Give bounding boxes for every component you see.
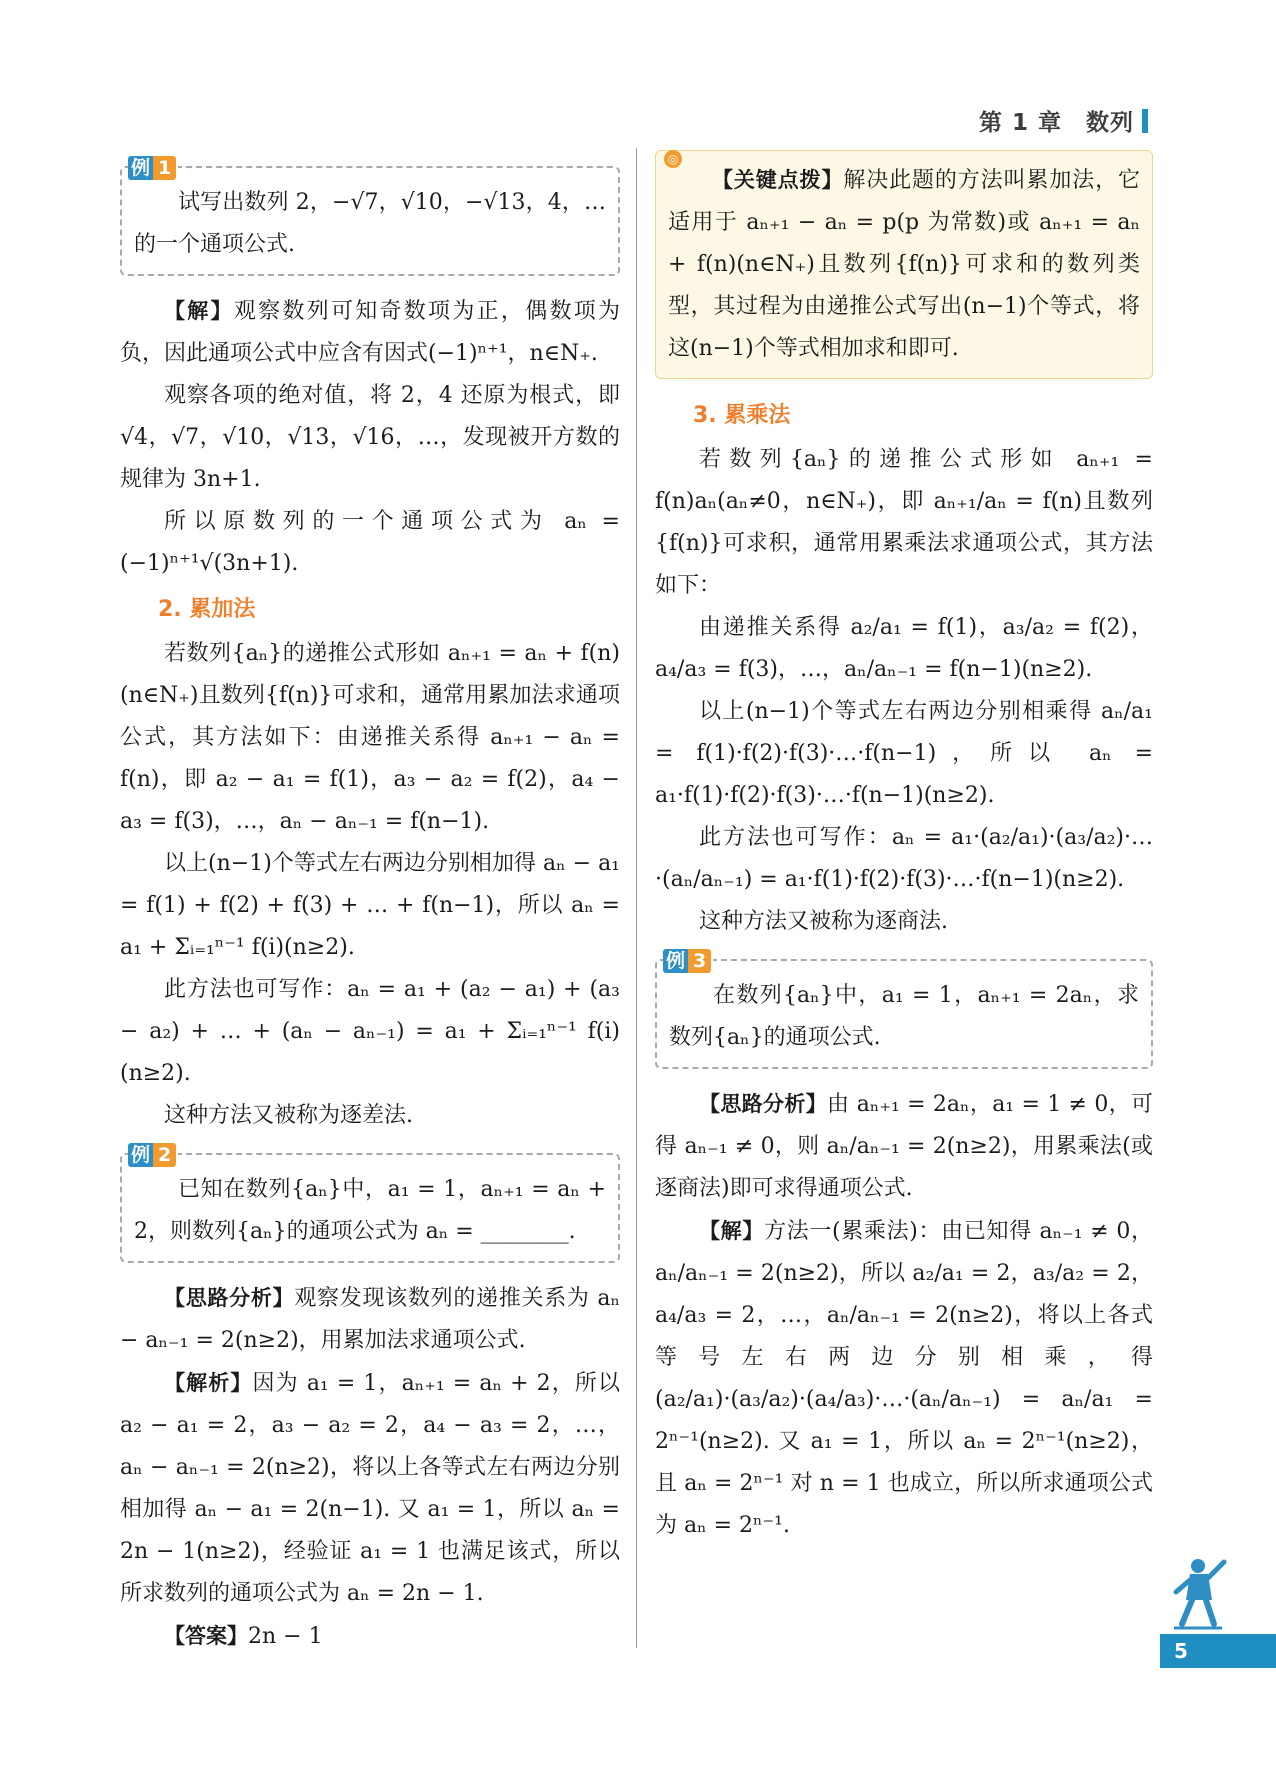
analysis-label: 【思路分析】 (164, 1286, 295, 1310)
section-3-p2: 由递推关系得 a₂/a₁ = f(1)，a₃/a₂ = f(2)，a₄/a₃ = f(3)，…，aₙ/aₙ₋₁ = f(n−1)(n≥2). (655, 615, 1153, 682)
analysis-3-text: 由 aₙ₊₁ = 2aₙ，a₁ = 1 ≠ 0，可得 aₙ₋₁ ≠ 0，则 aₙ/aₙ₋₁ = 2(n≥2)，用累乘法(或逐商法)即可求得通项公式. (655, 1092, 1153, 1201)
key-tip-text (668, 159, 1140, 370)
solution-1-p1 (120, 290, 620, 375)
column-divider (636, 148, 637, 1648)
example-2-badge (128, 1143, 178, 1167)
answer-2 (120, 1615, 620, 1658)
explanation-label: 【解析】 (164, 1371, 253, 1395)
solution-1-p3: 所以原数列的一个通项公式为 aₙ = (−1)ⁿ⁺¹√(3n+1). (120, 509, 620, 576)
page-number: 5 (1160, 1634, 1276, 1668)
explanation-2 (120, 1362, 620, 1615)
solution-label: 【解】 (699, 1219, 765, 1243)
example-2-box (120, 1144, 620, 1263)
section-2-p2: 以上(n−1)个等式左右两边分别相加得 aₙ − a₁ = f(1) + f(2) + f(3) + … + f(n−1)，所以 aₙ = a₁ + Σᵢ₌₁ⁿ⁻¹ f(i)(n≥2). (120, 851, 620, 960)
explanation-2-text: 因为 a₁ = 1，aₙ₊₁ = aₙ + 2，所以 a₂ − a₁ = 2，a₃ − a₂ = 2，a₄ − a₃ = 2，…，aₙ − aₙ₋₁ = 2(n≥2)，将以上各等式左右两边分别相加得 aₙ − a₁ = 2(n−1). 又 a₁ = 1，所以 aₙ = 2n − 1(n≥2)，经验证 a₁ = 1 也满足该式，所以所求数列的通项公式为 aₙ = 2n − 1. (120, 1371, 620, 1606)
analysis-3 (655, 1083, 1153, 1210)
section-2-p1: 若数列{aₙ}的递推公式形如 aₙ₊₁ = aₙ + f(n)(n∈N₊)且数列{f(n)}可求和，通常用累加法求通项公式，其方法如下：由递推关系得 aₙ₊₁ − aₙ = f(n)，即 a₂ − a₁ = f(1)，a₃ − a₂ = f(2)，a₄ − a₃ = f(3)，…，aₙ − aₙ₋₁ = f(n−1). (120, 641, 620, 834)
analysis-2-text: 观察发现该数列的递推关系为 aₙ − aₙ₋₁ = 2(n≥2)，用累加法求通项公式. (120, 1286, 620, 1353)
section-2-p4: 这种方法又被称为逐差法. (164, 1103, 413, 1128)
section-3-p3: 以上(n−1)个等式左右两边分别相乘得 aₙ/a₁ = f(1)·f(2)·f(3)·…·f(n−1)，所以 aₙ = a₁·f(1)·f(2)·f(3)·…·f(n−1)(n≥2). (655, 699, 1153, 808)
section-2-heading: 2. 累加法 (158, 597, 256, 622)
mascot-figure-icon (1168, 1552, 1228, 1632)
example-1-question: 试写出数列 2，−√7，√10，−√13，4，… 的一个通项公式. (134, 190, 606, 257)
key-tip-box (655, 150, 1153, 379)
section-3-p1: 若数列{aₙ}的递推公式形如 aₙ₊₁ = f(n)aₙ(aₙ≠0，n∈N₊)，即 aₙ₊₁/aₙ = f(n)且数列{f(n)}可求积，通常用累乘法求通项公式，其方法如下： (655, 447, 1153, 598)
badge-number: 2 (153, 1143, 176, 1167)
badge-number: 3 (688, 949, 711, 973)
key-tip-body: 解决此题的方法叫累加法，它适用于 aₙ₊₁ − aₙ = p(p 为常数)或 aₙ₊₁ = aₙ + f(n)(n∈N₊)且数列{f(n)}可求和的数列类型，其过程为由递推公式写出(n−1)个等式，将这(n−1)个等式相加求和即可. (668, 168, 1140, 361)
analysis-label: 【思路分析】 (699, 1092, 828, 1116)
left-column (120, 150, 620, 1658)
answer-2-text: 2n − 1 (248, 1624, 323, 1649)
example-1-box (120, 157, 620, 276)
example-3-badge (663, 949, 713, 973)
badge-word: 例 (128, 156, 153, 180)
chapter-header (979, 104, 1148, 137)
solution-label: 【解】 (164, 299, 234, 323)
example-1-badge (128, 156, 178, 180)
badge-word: 例 (128, 1143, 153, 1167)
solution-1-text: 观察数列可知奇数项为正，偶数项为负，因此通项公式中应含有因式(−1)ⁿ⁺¹，n∈N₊. (120, 299, 620, 366)
section-3-p5: 这种方法又被称为逐商法. (699, 909, 948, 934)
analysis-2 (120, 1277, 620, 1362)
section-3-heading: 3. 累乘法 (693, 403, 791, 428)
section-2-p3: 此方法也可写作：aₙ = a₁ + (a₂ − a₁) + (a₃ − a₂) + … + (aₙ − aₙ₋₁) = a₁ + Σᵢ₌₁ⁿ⁻¹ f(i)(n≥2). (120, 977, 620, 1086)
solution-3-text: 方法一(累乘法)：由已知得 aₙ₋₁ ≠ 0，aₙ/aₙ₋₁ = 2(n≥2)，所以 a₂/a₁ = 2，a₃/a₂ = 2，a₄/a₃ = 2，…，aₙ/aₙ₋₁ = 2(n≥2)，将以上各式等号左右两边分别相乘，得 (a₂/a₁)·(a₃/a₂)·(a₄/a₃)·…·(aₙ/aₙ₋₁) = aₙ/a₁ = 2ⁿ⁻¹(n≥2). 又 a₁ = 1，所以 aₙ = 2ⁿ⁻¹(n≥2)，且 aₙ = 2ⁿ⁻¹ 对 n = 1 也成立，所以所求通项公式为 aₙ = 2ⁿ⁻¹. (655, 1219, 1154, 1538)
section-3-p4: 此方法也可写作：aₙ = a₁·(a₂/a₁)·(a₃/a₂)·…·(aₙ/aₙ₋₁) = a₁·f(1)·f(2)·f(3)·…·f(n−1)(n≥2). (655, 825, 1153, 892)
chapter-marker (1142, 109, 1148, 133)
lightbulb-icon: ◎ (664, 150, 682, 168)
solution-1-p2: 观察各项的绝对值，将 2，4 还原为根式，即 √4，√7，√10，√13，√16，…，发现被开方数的规律为 3n+1. (120, 383, 620, 492)
right-column (655, 150, 1153, 1547)
chapter-title: 第 1 章 数列 (978, 110, 1134, 136)
example-3-question: 在数列{aₙ}中，a₁ = 1，aₙ₊₁ = 2aₙ，求数列{aₙ}的通项公式. (669, 983, 1139, 1050)
key-tip-label: 【关键点拨】 (712, 168, 844, 192)
solution-3 (655, 1210, 1153, 1547)
answer-label: 【答案】 (164, 1624, 248, 1648)
badge-number: 1 (153, 156, 176, 180)
example-2-question: 已知在数列{aₙ}中，a₁ = 1，aₙ₊₁ = aₙ + 2，则数列{aₙ}的通项公式为 aₙ = ________. (134, 1177, 606, 1244)
example-3-box (655, 950, 1153, 1069)
badge-word: 例 (663, 949, 688, 973)
